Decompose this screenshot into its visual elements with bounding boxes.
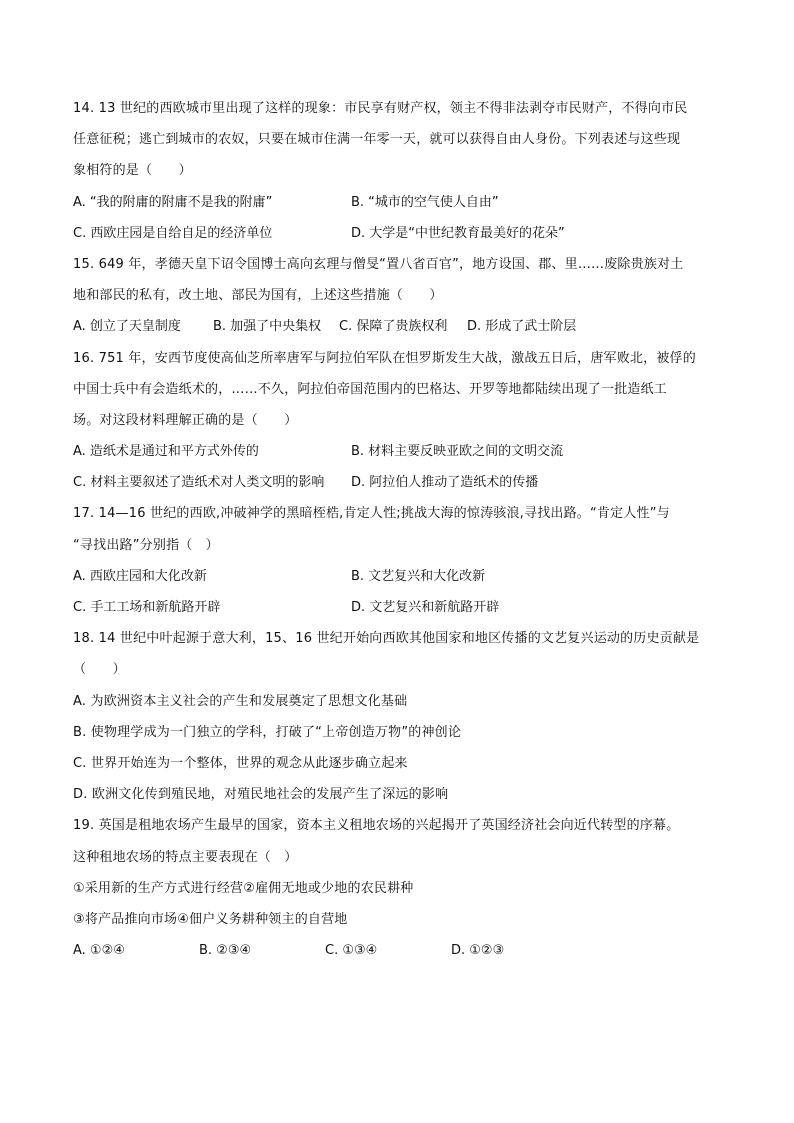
option-c: C. 材料主要叙述了造纸术对人类文明的影响: [73, 475, 325, 491]
option-b: B. 使物理学成为一门独立的学科，打破了“上帝创造万物”的神创论: [73, 724, 462, 740]
question-stem-line: 这种租地农场的特点主要表现在（ ）: [73, 849, 298, 865]
question-15: [73, 249, 733, 343]
option-b: B. ②③④: [199, 943, 252, 959]
question-stem-line: 14. 13 世纪的西欧城市里出现了这样的现象：市民享有财产权，领主不得非法剥夺市民财产，不得向市民: [73, 101, 688, 116]
option-b: B. 加强了中央集权: [213, 319, 322, 335]
question-stem-line: 象相符的是（ ）: [73, 163, 192, 179]
option-d: D. 文艺复兴和新航路开辟: [351, 600, 500, 615]
option-row: [73, 311, 733, 342]
question-stem-line: 16. 751 年，安西节度使高仙芝所率唐军与阿拉伯军队在怛罗斯发生大战，激战五日后，唐军败北，被俘的: [73, 350, 696, 366]
option-a: A. ①②④: [73, 943, 125, 959]
question-stem-line: 地和部民的私有，改土地、部民为国有，上述这些措施（ ）: [73, 288, 443, 304]
exam-page: [73, 93, 733, 966]
question-stem-line: 18. 14 世纪中叶起源于意大利，15、16 世纪开始向西欧其他国家和地区传播的文艺复兴运动的历史贡献是: [73, 631, 700, 647]
question-statement-line: ①采用新的生产方式进行经营②雇佣无地或少地的农民耕种: [73, 880, 414, 896]
question-19: [73, 810, 733, 966]
question-stem-line: 19. 英国是租地农场产生最早的国家，资本主义租地农场的兴起揭开了英国经济社会向近代转型的序幕。: [73, 818, 680, 834]
question-stem-line: 17. 14—16 世纪的西欧,冲破神学的黑暗桎梏,肯定人性;挑战大海的惊涛骇浪,寻找出路。“肯定人性”与: [73, 506, 670, 522]
question-stem-line: 15. 649 年，孝德天皇下诏令国博士高向玄理与僧旻“置八省百官”，地方设国、郡、里……废除贵族对土: [73, 256, 684, 272]
question-16: [73, 343, 733, 499]
option-c: C. ①③④: [325, 943, 378, 959]
option-d: D. 阿拉伯人推动了造纸术的传播: [351, 475, 539, 491]
question-statement-line: ③将产品推向市场④佃户义务耕种领主的自营地: [73, 911, 348, 927]
question-stem-line: 任意征税；逃亡到城市的农奴，只要在城市住满一年零一天，就可以获得自由人身份。下列表述与这些现: [73, 132, 681, 148]
option-row: [73, 935, 733, 966]
option-c: C. 手工工场和新航路开辟: [73, 600, 221, 615]
option-d: D. 形成了武士阶层: [467, 319, 577, 335]
option-row: [73, 187, 733, 218]
question-14: [73, 93, 733, 249]
option-c: C. 保障了贵族权利: [339, 319, 448, 335]
question-stem-line: 中国士兵中有会造纸术的，……不久，阿拉伯帝国范围内的巴格达、开罗等地都陆续出现了一批造纸工: [73, 381, 668, 397]
option-a: A. 西欧庄园和大化改新: [73, 568, 207, 584]
option-d: D. ①②③: [451, 943, 505, 959]
option-row: [73, 218, 733, 249]
question-17: [73, 498, 733, 623]
option-b: B. 材料主要反映亚欧之间的文明交流: [351, 444, 564, 460]
option-d: D. 大学是“中世纪教育最美好的花朵”: [351, 225, 565, 241]
option-a: A. 为欧洲资本主义社会的产生和发展奠定了思想文化基础: [73, 693, 408, 709]
option-b: B. “城市的空气使人自由”: [351, 194, 499, 210]
option-b: B. 文艺复兴和大化改新: [351, 568, 486, 584]
option-c: C. 世界开始连为一个整体，世界的观念从此逐步确立起来: [73, 755, 408, 771]
question-stem-line: 场。对这段材料理解正确的是（ ）: [73, 412, 298, 428]
option-d: D. 欧洲文化传到殖民地，对殖民地社会的发展产生了深远的影响: [73, 787, 449, 803]
option-row: [73, 467, 733, 498]
option-c: C. 西欧庄园是自给自足的经济单位: [73, 225, 273, 241]
option-a: A. 造纸术是通过和平方式外传的: [73, 444, 259, 460]
option-a: A. 创立了天皇制度: [73, 319, 181, 335]
option-row: [73, 561, 733, 592]
option-row: [73, 592, 733, 623]
option-a: A. “我的附庸的附庸不是我的附庸”: [73, 194, 273, 210]
question-stem-line: “寻找出路”分别指（ ）: [73, 537, 219, 553]
question-stem-line: （ ）: [73, 662, 126, 678]
option-row: [73, 436, 733, 467]
question-18: [73, 623, 733, 810]
